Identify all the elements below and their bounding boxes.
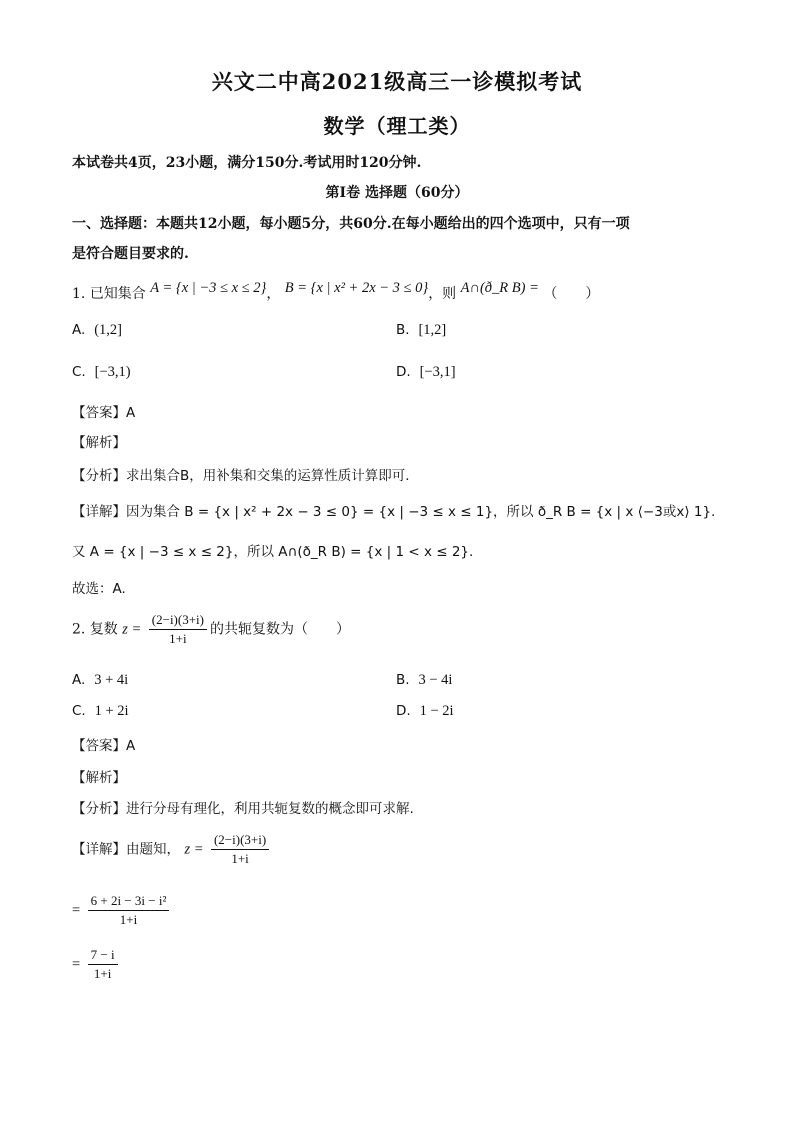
- question-2-detail-fraction: $\frac{(2-i)(3+i)}{1+i}$: [211, 832, 269, 867]
- question-2-detail: 【详解】由题知， z = $\frac{(2-i)(3+i)}{1+i}$: [72, 832, 272, 867]
- part-heading: 第I卷 选择题（60分）: [325, 185, 469, 201]
- question-2-step-1: = $\frac{\text{6 + 2i − 3i − i²}}{1+i}$: [72, 893, 172, 928]
- question-2-option-b: B. 3 − 4i: [396, 672, 453, 688]
- question-1-analysis-tag: 【解析】: [72, 435, 126, 451]
- question-2-step-2-fraction: $\frac{7 - i}{1+i}$: [88, 947, 118, 982]
- question-1-then: ，则: [428, 286, 457, 302]
- question-2-answer: 【答案】A: [72, 738, 136, 754]
- exam-subtitle: 数学（理工类）: [323, 114, 471, 138]
- question-1-detail-2: 又 A = {x | −3 ≤ x ≤ 2}，所以 A∩(ð_R B) = {x | 1 < x ≤ 2}.: [72, 544, 474, 560]
- question-1-comma: ，: [266, 286, 281, 302]
- exam-title: 兴文二中高2021级高三一诊模拟考试: [211, 69, 583, 94]
- question-2-z-eq: z =: [122, 621, 142, 638]
- question-1-prefix: 已知集合: [89, 286, 146, 302]
- question-2-stem: [72, 612, 350, 647]
- question-1-blank: （ ）: [543, 286, 600, 302]
- question-2-fraction-numerator: (2−i)(3+i): [149, 612, 207, 630]
- question-2-fraction-denominator: 1+i: [169, 631, 187, 646]
- question-2-fenxi: 【分析】进行分母有理化，利用共轭复数的概念即可求解.: [72, 801, 414, 817]
- question-1-set-b: B = {x | x² + 2x − 3 ≤ 0}: [284, 280, 429, 296]
- question-1-answer: 【答案】A: [72, 405, 136, 421]
- question-1-option-d: D. [−3,1]: [396, 364, 456, 380]
- question-1-conclusion: 故选：A.: [72, 581, 126, 597]
- question-2-fraction: [149, 612, 207, 647]
- question-2-option-d: D. 1 − 2i: [396, 703, 454, 719]
- question-2-step-2: = $\frac{7 - i}{1+i}$: [72, 947, 121, 982]
- question-2-number: 2.: [72, 621, 86, 638]
- question-2-suffix: 的共轭复数为（ ）: [209, 621, 350, 638]
- question-1-detail: 【详解】因为集合 B = {x | x² + 2x − 3 ≤ 0} = {x | −3 ≤ x ≤ 1}，所以 ð_R B = {x | x ⟨−3或x⟩ 1}.: [72, 504, 716, 520]
- question-2-detail-z-eq: z =: [184, 841, 204, 858]
- question-1-option-b: B. [1,2]: [396, 322, 447, 338]
- question-1-option-a: A. (1,2]: [72, 322, 122, 338]
- question-1-fenxi: 【分析】求出集合B，用补集和交集的运算性质计算即可.: [72, 468, 410, 484]
- question-2-prefix: 复数: [89, 621, 118, 638]
- question-2-analysis-tag: 【解析】: [72, 770, 126, 786]
- question-1-expression: A∩(ð_R B) =: [460, 280, 539, 296]
- question-2-option-c: C. 1 + 2i: [72, 703, 129, 719]
- section-instructions-line1: 一、选择题：本题共12小题，每小题5分，共60分.在每小题给出的四个选项中，只有一项: [72, 216, 630, 232]
- question-1-stem: [72, 280, 600, 303]
- question-1-set-a: A = {x | −3 ≤ x ≤ 2}: [150, 280, 267, 296]
- question-2-step-1-fraction: $\frac{\text{6 + 2i − 3i − i²}}{1+i}$: [88, 893, 170, 928]
- question-1-option-c: C. [−3,1): [72, 364, 131, 380]
- question-2-option-a: A. 3 + 4i: [72, 672, 129, 688]
- section-instructions-line2: 是符合题目要求的.: [72, 246, 189, 262]
- exam-intro: 本试卷共4页，23小题，满分150分.考试用时120分钟.: [72, 155, 422, 171]
- question-1-number: 1.: [72, 286, 86, 302]
